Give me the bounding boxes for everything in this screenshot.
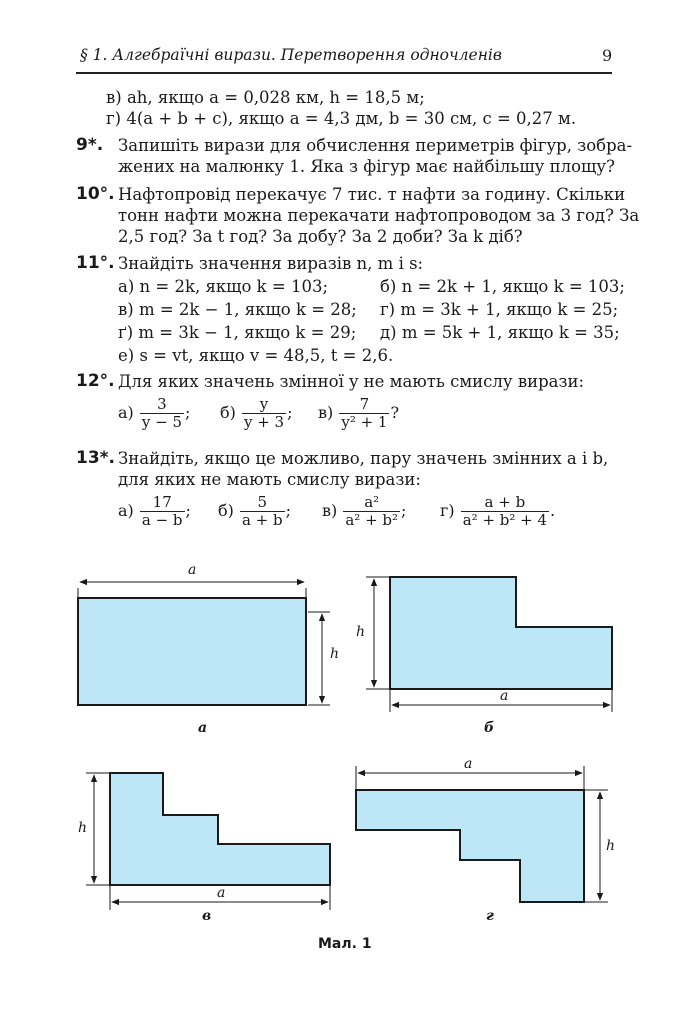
numerator: 17	[152, 493, 172, 511]
task10-number: 10°.	[76, 184, 115, 204]
task13-fraction-v: в) $\frac{\text{a²}}{\text{a² + b²}}$ ;	[322, 493, 407, 529]
task12-number: 12°.	[76, 371, 115, 391]
figure-v-height-label: h	[78, 820, 88, 836]
task9-text-1: Запишіть вирази для обчислення периметрів фігур, зобра-	[118, 136, 633, 155]
task8-line-v: в) ah, якщо a = 0,028 км, h = 18,5 м;	[106, 88, 425, 107]
denominator: a − b	[141, 511, 183, 529]
figure-b-height-label: h	[356, 624, 366, 640]
task13-text-1: Знайдіть, якщо це можливо, пару значень змінних a і b,	[118, 449, 609, 468]
numerator: a²	[364, 493, 380, 511]
denominator: y + 3	[243, 413, 285, 431]
figure-v-width-label: a	[217, 885, 226, 901]
figure-a-caption: а	[198, 720, 208, 736]
task11-item-a: а) n = 2k, якщо k = 103;	[118, 277, 329, 296]
figure-g-width-label: a	[464, 756, 473, 772]
task11-item-b: б) n = 2k + 1, якщо k = 103;	[380, 277, 625, 296]
task12-fraction-b: б) $\frac{y}{y + 3}$ ;	[220, 395, 293, 431]
figure-a	[78, 562, 339, 736]
numerator: 3	[157, 395, 167, 413]
denominator: a² + b²	[345, 511, 399, 529]
task8-line-g: г) 4(a + b + c), якщо a = 4,3 дм, b = 30 см, c = 0,27 м.	[106, 109, 577, 128]
figure-v	[78, 773, 330, 924]
numerator: y	[259, 395, 269, 413]
task12-text: Для яких значень змінної y не мають смислу вирази:	[118, 372, 585, 391]
task13-fraction-g: г) $\frac{a + b}{\text{a² + b² + 4}}$ .	[440, 493, 556, 529]
figure-g-height-label: h	[606, 838, 616, 854]
task10-text-3: 2,5 год? За t год? За добу? За 2 доби? За k діб?	[118, 227, 523, 246]
task12-fraction-v: в) $\frac{7}{\text{y² + 1}}$ ?	[318, 395, 400, 431]
figure-a-height-label: h	[330, 646, 340, 662]
denominator: y − 5	[141, 413, 182, 431]
task13-fraction-b: б) $\frac{5}{a + b}$ ;	[218, 493, 292, 529]
numerator: 7	[359, 395, 370, 413]
task11-item-e: е) s = vt, якщо v = 48,5, t = 2,6.	[118, 346, 394, 365]
figure-v-caption: в	[202, 908, 212, 924]
task11-text: Знайдіть значення виразів n, m і s:	[118, 254, 424, 273]
task9-text-2: жених на малюнку 1. Яка з фігур має найбільшу площу?	[118, 157, 615, 176]
numerator: 5	[257, 493, 268, 511]
figure-b-caption: б	[484, 720, 495, 736]
task11-number: 11°.	[76, 253, 115, 273]
figure-b	[356, 577, 612, 736]
figure-g-shape	[356, 790, 584, 902]
task11-item-d: д) m = 5k + 1, якщо k = 35;	[380, 323, 620, 342]
numerator: a + b	[484, 493, 526, 511]
task10-text-1: Нафтопровід перекачує 7 тис. т нафти за годину. Скільки	[118, 185, 626, 204]
figure-g	[356, 756, 615, 924]
task13-number: 13*.	[76, 448, 116, 468]
task12-fraction-a: а) $\frac{3}{y - 5}$ ;	[118, 395, 191, 431]
running-header-title: § 1. Алгебраїчні вирази. Перетворення одночленів	[80, 46, 502, 64]
figure-g-caption: г	[486, 908, 494, 924]
task9-number: 9*.	[76, 135, 104, 155]
figure-a-shape	[78, 598, 306, 705]
task10-text-2: тонн нафти можна перекачати нафтопроводом за 3 год? За	[118, 206, 640, 225]
denominator: y² + 1	[341, 413, 388, 431]
task13-text-2: для яких не мають смислу вирази:	[118, 470, 421, 489]
figure-title: Мал. 1	[318, 936, 372, 952]
denominator: a² + b² + 4	[462, 511, 548, 529]
figure-b-width-label: a	[500, 688, 509, 704]
task11-item-v: в) m = 2k − 1, якщо k = 28;	[118, 300, 357, 319]
task11-item-gh: ґ) m = 3k − 1, якщо k = 29;	[118, 323, 357, 342]
denominator: a + b	[241, 511, 283, 529]
page-number: 9	[602, 46, 613, 65]
figure-v-shape	[110, 773, 330, 885]
figure-b-shape	[390, 577, 612, 689]
task13-fraction-a: а) $\frac{17}{a - b}$ ;	[118, 493, 191, 529]
figure-a-width-label: a	[188, 562, 197, 578]
task11-item-g: г) m = 3k + 1, якщо k = 25;	[380, 300, 619, 319]
